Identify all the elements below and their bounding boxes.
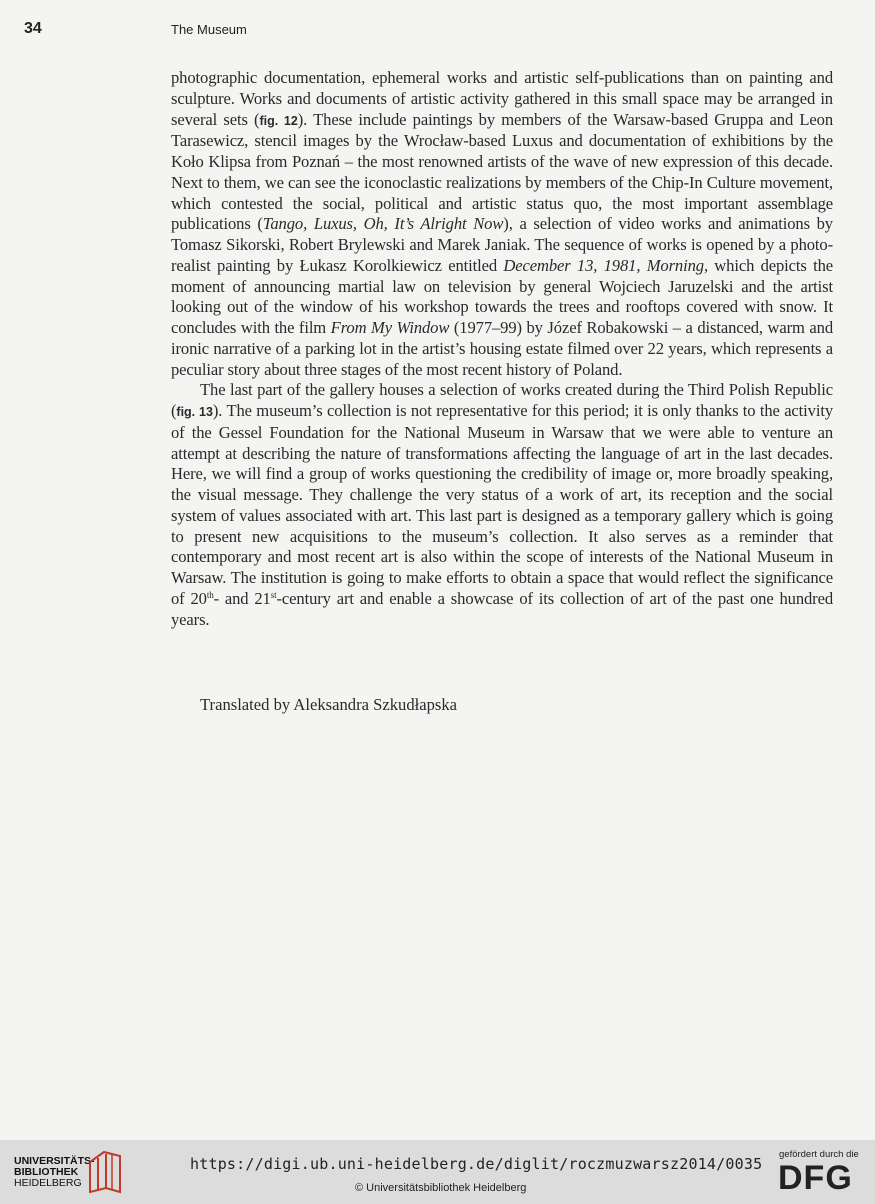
text-run: ). These include paintings by members of the Warsaw-based Gruppa and Leon Tarasewicz, stencil images by the Wrocław-based Luxus and documentation of exhibitions by the Koło Klipsa from Poznań – the most renowned artists of the wave of new expression of this decade. Next to them, we can see the iconoclastic realizations by members of the Chip-In Culture movement, which contested the social, political and artistic status quo, the most important assemblage publications ( [171, 109, 833, 234]
superscript: th [206, 589, 214, 600]
running-title: The Museum [171, 22, 247, 37]
text-run: The last part of the gallery houses a selection of works created during the Third Polish Republic ( [171, 380, 833, 420]
text-run: (1977–99) by Józef Robakowski – a distanced, warm and ironic narrative of a parking lot in the artist’s housing estate filmed over 22 years, which represents a peculiar story about three stages of the most recent history of Poland. [171, 318, 833, 379]
library-city: HEIDELBERG [14, 1177, 82, 1189]
translator-credit: Translated by Aleksandra Szkudłapska [200, 695, 458, 714]
italic-title: Tango, Luxus, Oh, It’s Alright Now [262, 214, 504, 234]
superscript: st [270, 589, 277, 600]
text-run: photographic documentation, ephemeral works and artistic self-publications than on painting and sculpture. Works and documents of artistic activity gathered in this small space may be arranged in several sets ( [171, 68, 833, 129]
italic-title: December 13, 1981, Morning [503, 255, 704, 275]
figure-reference: fig. 12 [259, 113, 298, 128]
page-number: 34 [24, 20, 42, 37]
figure-reference: fig. 13 [176, 405, 213, 419]
funded-by-label: gefördert durch die [779, 1149, 859, 1160]
footer-bar [0, 1140, 875, 1204]
italic-title: From My Window [330, 318, 450, 337]
copyright-notice: © Universitätsbibliothek Heidelberg [355, 1182, 527, 1194]
text-run: -century art and enable a showcase of its collection of art of the past one hundred years. [171, 588, 833, 629]
text-run: ). The museum’s collection is not representative for this period; it is only thanks to the activity of the Gessel Foundation for the National Museum in Warsaw that we were able to venture an attempt at describing the nature of transformations affecting the language of art in the last decades. Here, we will find a group of works questioning the credibility of image or, more broadly speaking, the visual message. They challenge the very status of a work of art, its reception and the social system of values associated with art. This last part is designed as a temporary gallery which is going to present new acquisitions to the museum’s collection. It also serves as a reminder that contemporary and most recent art is also within the scope of interests of the National Museum in Warsaw. The institution is going to make efforts to obtain a space that would reflect the significance of 20 [171, 401, 833, 608]
dfg-logo[interactable]: DFG [778, 1159, 853, 1197]
library-name-line: BIBLIOTHEK [14, 1166, 79, 1178]
paragraph-1 [171, 68, 833, 380]
permalink-url[interactable]: https://digi.ub.uni-heidelberg.de/diglit/roczmuzwarsz2014/0035 [190, 1155, 763, 1173]
text-run: ), a selection of video works and animations by Tomasz Sikorski, Robert Brylewski and Marek Janiak. The sequence of works is opened by a photo-realist painting by Łukasz Korolkiewicz entitled [171, 214, 833, 275]
article-body [171, 68, 833, 630]
library-name-line: UNIVERSITÄTS- [14, 1155, 95, 1167]
library-logo-text[interactable] [14, 1156, 95, 1189]
library-emblem-icon [86, 1146, 124, 1196]
text-run: - and 21 [213, 588, 271, 608]
paragraph-2 [171, 380, 833, 630]
text-run: , which depicts the moment of announcing martial law on television by general Wojciech Jaruzelski and the artist looking out of the window of his workshop towards the trees and rooftops covered with snow. It concludes with the film [171, 255, 833, 337]
